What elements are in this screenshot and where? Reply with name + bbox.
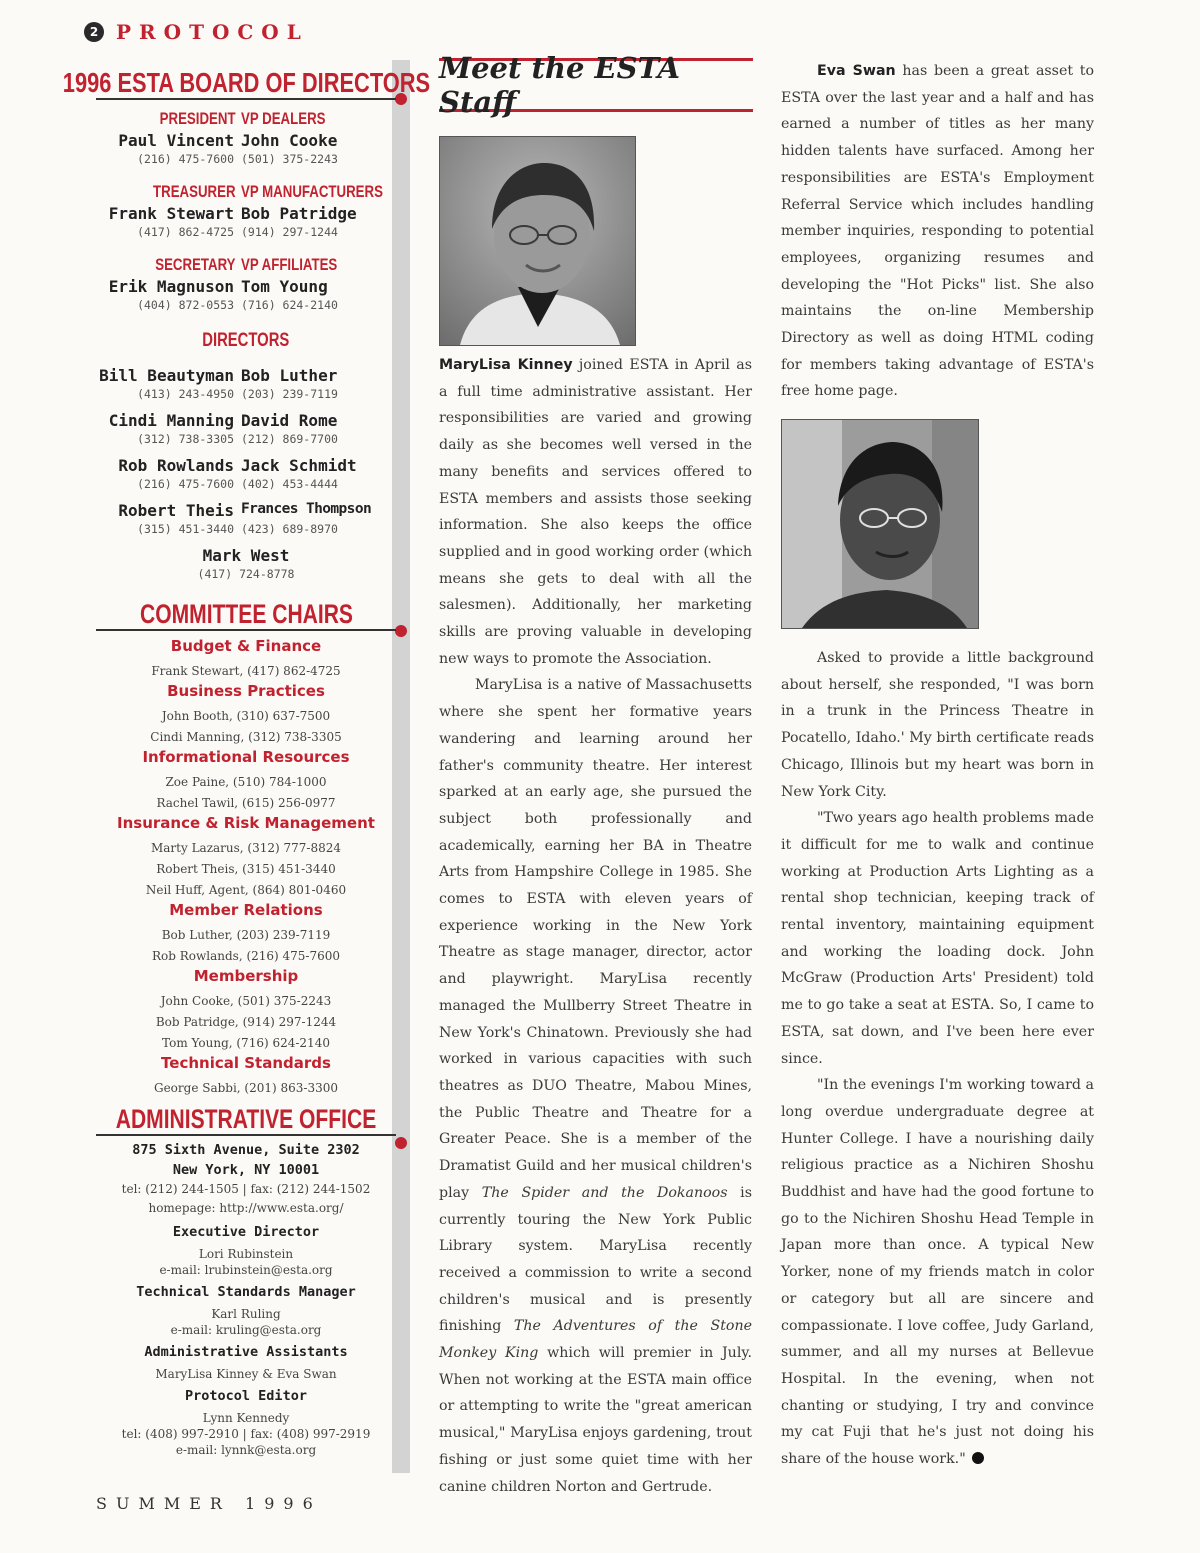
eva-article-text-top — [781, 58, 1094, 405]
phone-number: (417) 862-4725 — [137, 225, 234, 239]
committee-name: Budget & Finance — [170, 637, 322, 655]
red-dot-marker — [395, 625, 407, 637]
role-label: VP DEALERS — [241, 109, 326, 128]
phone-number: (216) 475-7600 — [137, 477, 234, 491]
office-role-title: Administrative Assistants — [144, 1344, 348, 1360]
committee-member: John Booth, (310) 637-7500 — [161, 709, 331, 723]
phone-number: (315) 451-3440 — [137, 522, 234, 536]
committee-name: Business Practices — [167, 682, 325, 700]
office-title: ADMINISTRATIVE OFFICE — [115, 1104, 377, 1134]
phone-number: (404) 872-0553 — [137, 298, 234, 312]
person-name: Bob Patridge — [241, 204, 357, 223]
phone-number: (312) 738-3305 — [137, 432, 234, 446]
person-name: Rob Rowlands — [118, 456, 234, 475]
committee-member: Neil Huff, Agent, (864) 801-0460 — [145, 883, 347, 897]
office-homepage-link[interactable]: homepage: http://www.esta.org/ — [148, 1201, 344, 1215]
eva-article-text-bottom — [781, 645, 1094, 1473]
office-role-title: Executive Director — [172, 1224, 320, 1240]
person-name: Jack Schmidt — [241, 456, 357, 475]
committee-member: Zoe Paine, (510) 784-1000 — [165, 775, 327, 789]
phone-number: (402) 453-4444 — [241, 477, 338, 491]
phone-number: (423) 689-8970 — [241, 522, 338, 536]
committee-member: Cindi Manning, (312) 738-3305 — [150, 730, 342, 744]
article-paragraph: "In the evenings I'm working toward a long overdue undergraduate degree at Hunter College. I have a nourishing daily religious practice as a Nichiren Shoshu Buddhist and have had the good fortune to go to the Nichiren Shoshu Head Temple in Japan more than once. A typical New Yorker, none of my friends match in color or category but all are sincere and compassionate. I love coffee, Judy Garland, summer, and all my nurses at Bellevue Hospital. In the evening, when not chanting or studying, I try and convince my cat Fuji that he's just not doing his share of the house work." — [781, 1077, 1094, 1468]
phone-number: (716) 624-2140 — [241, 298, 338, 312]
officer-block — [96, 255, 396, 320]
article-paragraph: "Two years ago health problems made it difficult for me to walk and continue working at Production Arts Lighting as a rental shop technician, keeping track of rental inventory, maintaining equipment and working the loading dock. John McGraw (Production Arts' President) told me to go take a seat at ESTA. So, I came to ESTA, sat down, and I've been here ever since. — [781, 810, 1094, 1067]
phone-number: (212) 869-7700 — [241, 432, 338, 446]
person-name: Tom Young — [241, 277, 328, 296]
role-label: PRESIDENT — [159, 109, 236, 128]
person-name: Bill Beautyman — [99, 366, 234, 385]
end-of-story-bullet-icon — [972, 1452, 984, 1464]
officer-block — [96, 109, 396, 174]
role-label: VP AFFILIATES — [241, 255, 338, 274]
phone-number: (216) 475-7600 — [137, 152, 234, 166]
person-name: Frank Stewart — [108, 204, 234, 223]
email-link[interactable]: e-mail: lynnk@esta.org — [175, 1443, 317, 1457]
person-name: Mark West — [202, 546, 290, 565]
marylisa-article-text — [439, 352, 752, 1500]
committee-member: Rachel Tawil, (615) 256-0977 — [156, 796, 336, 810]
person-name: Erik Magnuson — [108, 277, 234, 296]
article-paragraph: MaryLisa is a native of Massachusetts where she spent her formative years wandering and learning around her father's community theatre. Her interest sparked at an early age, she pursued the subject both professionally and academically, earning her BA in Theatre Arts from Hampshire College in 1985. She comes to ESTA with eleven years of experience working in the New York Theatre as stage manager, director, actor and playwright. MaryLisa recently managed the Mullberry Street Theatre in New York's Chinatown. Previously she had worked in various capacities with such theatres as DUO Theatre, Mabou Mines, the Public Theatre and Theatre for a Greater Peace. She is a member of the Dramatist Guild and her musical children's play — [439, 677, 752, 1201]
role-label: VP MANUFACTURERS — [241, 182, 383, 201]
phone-number: (914) 297-1244 — [241, 225, 338, 239]
committee-title: COMMITTEE CHAIRS — [139, 599, 353, 629]
article-title: Meet the ESTA Staff — [439, 51, 681, 119]
office-role-title: Technical Standards Manager — [136, 1284, 356, 1300]
office-contact: tel: (212) 244-1505 | fax: (212) 244-1502 — [121, 1182, 371, 1196]
role-label: TREASURER — [153, 182, 236, 201]
section-title: PROTOCOL — [116, 20, 309, 44]
committee-member: John Cooke, (501) 375-2243 — [160, 994, 332, 1008]
marylisa-name: MaryLisa Kinney — [439, 357, 573, 373]
email-link[interactable]: e-mail: kruling@esta.org — [170, 1323, 322, 1337]
page-header — [84, 20, 309, 44]
board-sidebar — [62, 60, 430, 1458]
director-row — [96, 501, 396, 546]
office-role-detail: tel: (408) 997-2910 | fax: (408) 997-2919 — [121, 1427, 371, 1441]
article-column-1 — [439, 51, 753, 119]
phone-number: (501) 375-2243 — [241, 152, 338, 166]
marylisa-photo — [439, 136, 636, 346]
office-role-detail: Karl Ruling — [211, 1307, 281, 1321]
committee-member: Bob Patridge, (914) 297-1244 — [155, 1015, 337, 1029]
directors-label: DIRECTORS — [202, 330, 290, 351]
email-link[interactable]: e-mail: lrubinstein@esta.org — [159, 1263, 333, 1277]
director-row — [96, 366, 396, 411]
committee-member: Bob Luther, (203) 239-7119 — [161, 928, 331, 942]
person-name: Frances Thompson — [241, 501, 372, 517]
phone-number: (413) 243-4950 — [137, 387, 234, 401]
article-header — [439, 51, 753, 119]
person-name: John Cooke — [241, 131, 338, 150]
committee-member: Frank Stewart, (417) 862-4725 — [151, 664, 341, 678]
article-paragraph: has been a great asset to ESTA over the last year and a half and has earned a number of titles as her many hidden talents have surfaced. Among her responsibilities are ESTA's Employment Referral Service which includes handling member inquiries, responding to potential employees, organizing resumes and developing the "Hot Picks" list. She also maintains the on-line Membership Directory as well as doing HTML coding for members taking advantage of ESTA's free home page. — [781, 63, 1095, 400]
committee-member: George Sabbi, (201) 863-3300 — [153, 1081, 339, 1095]
play-title: The Spider and the Dokanoos — [481, 1184, 728, 1201]
committee-member: Robert Theis, (315) 451-3440 — [156, 862, 336, 876]
committee-member: Rob Rowlands, (216) 475-7600 — [151, 949, 341, 963]
person-name: Robert Theis — [118, 501, 234, 520]
eva-name: Eva Swan — [817, 63, 896, 79]
officer-block — [96, 182, 396, 247]
committee-name: Technical Standards — [161, 1054, 331, 1072]
office-address-line1: 875 Sixth Avenue, Suite 2302 — [132, 1142, 360, 1158]
committee-list — [96, 637, 396, 1099]
article-paragraph: Asked to provide a little background about herself, she responded, "I was born in a trunk in the Princess Theatre in Pocatello, Idaho.' My birth certificate reads Chicago, Illinois but my heart was born in New York City. — [781, 650, 1094, 800]
person-name: Paul Vincent — [118, 131, 234, 150]
office-role-detail: Lori Rubinstein — [198, 1247, 294, 1261]
person-name: David Rome — [241, 411, 338, 430]
office-roles — [96, 1224, 396, 1458]
article-paragraph: joined ESTA in April as a full time administrative assistant. Her responsibilities are varied and growing daily as she becomes well versed in the many benefits and services offered to ESTA members and assists those seeking information. She also keeps the office supplied and in good working order (which means she gets to deal with all the salesmen). Additionally, her marketing skills are proving valuable in developing new ways to promote the Association. — [439, 357, 752, 667]
red-dot-marker — [395, 1137, 407, 1149]
committee-name: Membership — [193, 967, 299, 985]
office-address-line2: New York, NY 10001 — [172, 1162, 320, 1178]
phone-number: (417) 724-8778 — [197, 567, 295, 581]
role-label: SECRETARY — [155, 255, 236, 274]
director-row — [96, 411, 396, 456]
committee-name: Member Relations — [169, 901, 323, 919]
committee-name: Informational Resources — [142, 748, 350, 766]
office-role-detail: MaryLisa Kinney & Eva Swan — [155, 1367, 337, 1381]
eva-photo — [781, 419, 979, 629]
board-title: 1996 ESTA BOARD OF DIRECTORS — [62, 67, 430, 98]
issue-footer: SUMMER 1996 — [96, 1494, 322, 1513]
person-name: Bob Luther — [241, 366, 338, 385]
play-title: The Adventures of the Stone Monkey King — [439, 1318, 753, 1362]
office-role-detail: Lynn Kennedy — [202, 1411, 290, 1425]
committee-member: Tom Young, (716) 624-2140 — [162, 1036, 330, 1050]
committee-member: Marty Lazarus, (312) 777-8824 — [150, 841, 342, 855]
director-row — [96, 456, 396, 501]
article-paragraph: which will premier in July. When not working at the ESTA main office or attempting to write the "great american musical," MaryLisa enjoys gardening, trout fishing or just some quiet time with her canine children Norton and Gertrude. — [439, 1345, 752, 1495]
office-role-title: Protocol Editor — [185, 1388, 307, 1404]
committee-name: Insurance & Risk Management — [117, 814, 375, 832]
phone-number: (203) 239-7119 — [241, 387, 338, 401]
article-paragraph: is currently touring the New York Public Library system. MaryLisa recently received a commission to write a second children's musical and is presently finishing — [439, 1184, 752, 1335]
page-number-badge: 2 — [84, 22, 104, 42]
person-name: Cindi Manning — [108, 411, 234, 430]
